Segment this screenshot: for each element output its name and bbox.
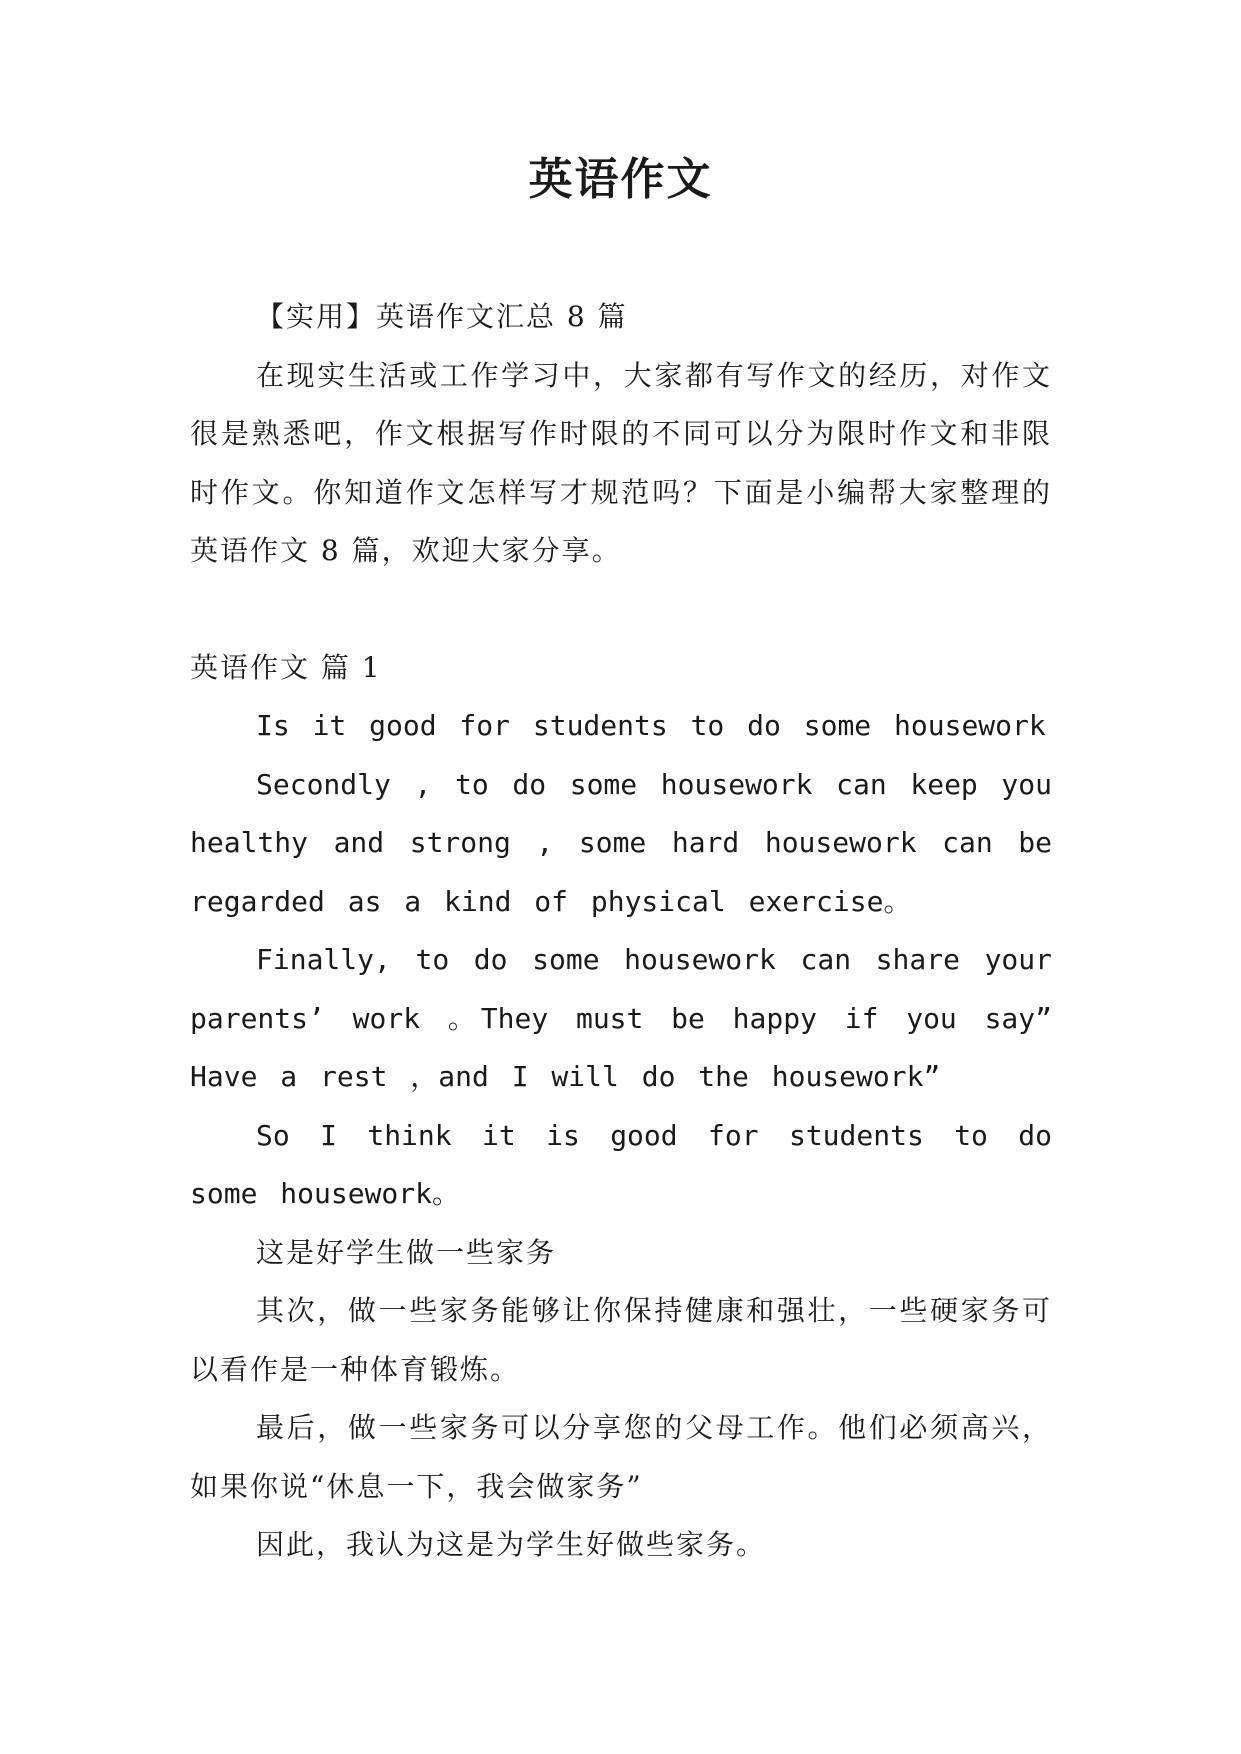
document-body: [190, 288, 1052, 1575]
chinese-paragraph: 因此，我认为这是为学生好做些家务。: [256, 1528, 767, 1561]
english-paragraph: Secondly , to do some housework can keep you healthy and strong , some hard housework can be regarded as a kind of physical exercise。: [190, 767, 1052, 918]
intro-paragraph: 在现实生活或工作学习中，大家都有写作文的经历，对作文很是熟悉吧，作文根据写作时限的不同可以分为限时作文和非限时作文。你知道作文怎样写才规范吗？下面是小编帮大家整理的英语作文 8 篇，欢迎大家分享。: [190, 358, 1052, 567]
chinese-paragraph: 最后，做一些家务可以分享您的父母工作。他们必须高兴，如果你说“休息一下，我会做家务”: [190, 1411, 1052, 1503]
english-paragraph: Is it good for students to do some housework: [256, 709, 1046, 742]
subtitle: 【实用】英语作文汇总 8 篇: [256, 300, 628, 333]
document-title: 英语作文: [528, 154, 713, 205]
english-paragraph: So I think it is good for students to do some housework。: [190, 1118, 1052, 1210]
section-heading: 英语作文 篇 1: [190, 650, 382, 684]
chinese-paragraph: 这是好学生做一些家务: [256, 1235, 557, 1269]
english-paragraph: Finally, to do some housework can share your parents’ work 。They must be happy if you say” Have a rest ，and I will do the housework”: [190, 943, 1052, 1093]
chinese-paragraph: 其次，做一些家务能够让你保持健康和强壮，一些硬家务可以看作是一种体育锻炼。: [190, 1294, 1052, 1386]
